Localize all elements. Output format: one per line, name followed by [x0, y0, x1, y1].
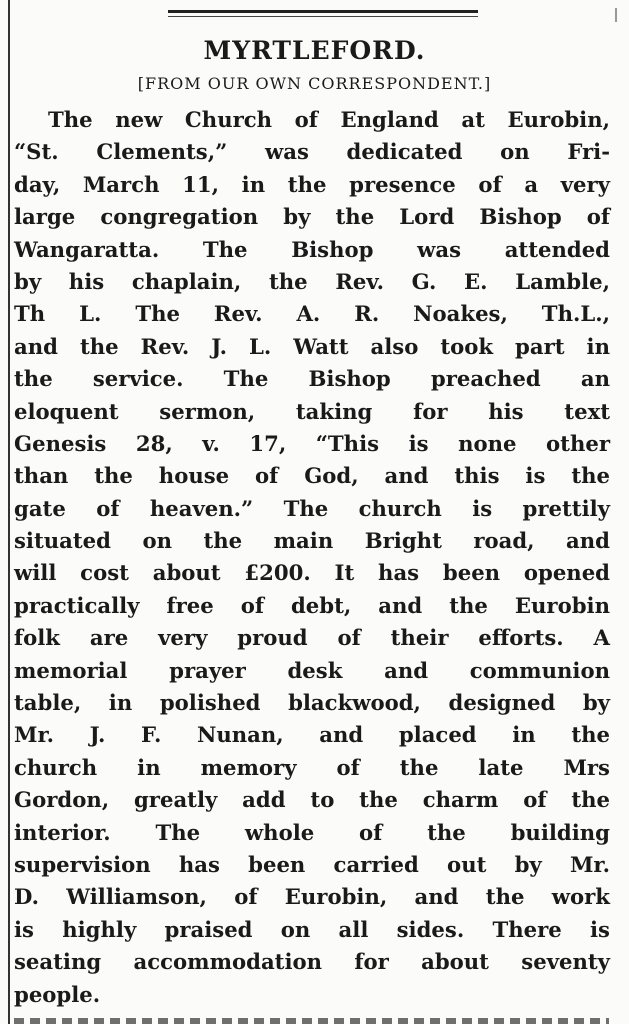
article-line: memorial prayer desk and communion [14, 657, 610, 683]
article-line: D. Williamson, of Eurobin, and the work [14, 884, 610, 910]
article-line: seating accommodation for about seventy [14, 949, 610, 975]
article-line: the service. The Bishop preached an [14, 366, 610, 392]
article-line: will cost about £200. It has been opened [14, 560, 610, 586]
article-line: by his chaplain, the Rev. G. E. Lamble, [14, 268, 610, 294]
column-rule [8, 0, 10, 1024]
article-line: large congregation by the Lord Bishop of [14, 204, 610, 230]
article-line: gate of heaven.” The church is prettily [14, 495, 610, 521]
article-line: eloquent sermon, taking for his text [14, 398, 610, 424]
article-line: Gordon, greatly add to the charm of the [14, 787, 610, 813]
article-line: Wangaratta. The Bishop was attended [14, 236, 610, 262]
article-body [14, 104, 610, 1011]
article-line: Th L. The Rev. A. R. Noakes, Th.L., [14, 301, 610, 327]
article-line: than the house of God, and this is the [14, 463, 610, 489]
article-line: Genesis 28, v. 17, “This is none other [14, 430, 610, 456]
article-line: day, March 11, in the presence of a very [14, 171, 610, 197]
article-line: “St. Clements,” was dedicated on Fri- [14, 139, 610, 165]
article-line: and the Rev. J. L. Watt also took part in [14, 333, 610, 359]
article-line: church in memory of the late Mrs [14, 754, 610, 780]
article-line: practically free of debt, and the Eurobin [14, 592, 610, 618]
section-divider-thin [168, 16, 478, 17]
article-line: is highly praised on all sides. There is [14, 916, 610, 942]
section-divider [168, 10, 478, 13]
article-line: The new Church of England at Eurobin, [48, 107, 610, 132]
article-line: folk are very proud of their efforts. A [14, 625, 610, 651]
article-line: supervision has been carried out by Mr. [14, 851, 610, 877]
article-line: situated on the main Bright road, and [14, 528, 610, 554]
column-edge-mark [615, 8, 617, 22]
cut-off-line [14, 1012, 609, 1024]
article-headline: MYRTLEFORD. [203, 36, 426, 65]
article-line: interior. The whole of the building [14, 819, 610, 845]
article-line: people. [14, 981, 101, 1007]
article-byline: [FROM OUR OWN CORRESPONDENT.] [137, 74, 492, 93]
article-line: table, in polished blackwood, designed by [14, 690, 610, 716]
article-line: Mr. J. F. Nunan, and placed in the [14, 722, 610, 748]
